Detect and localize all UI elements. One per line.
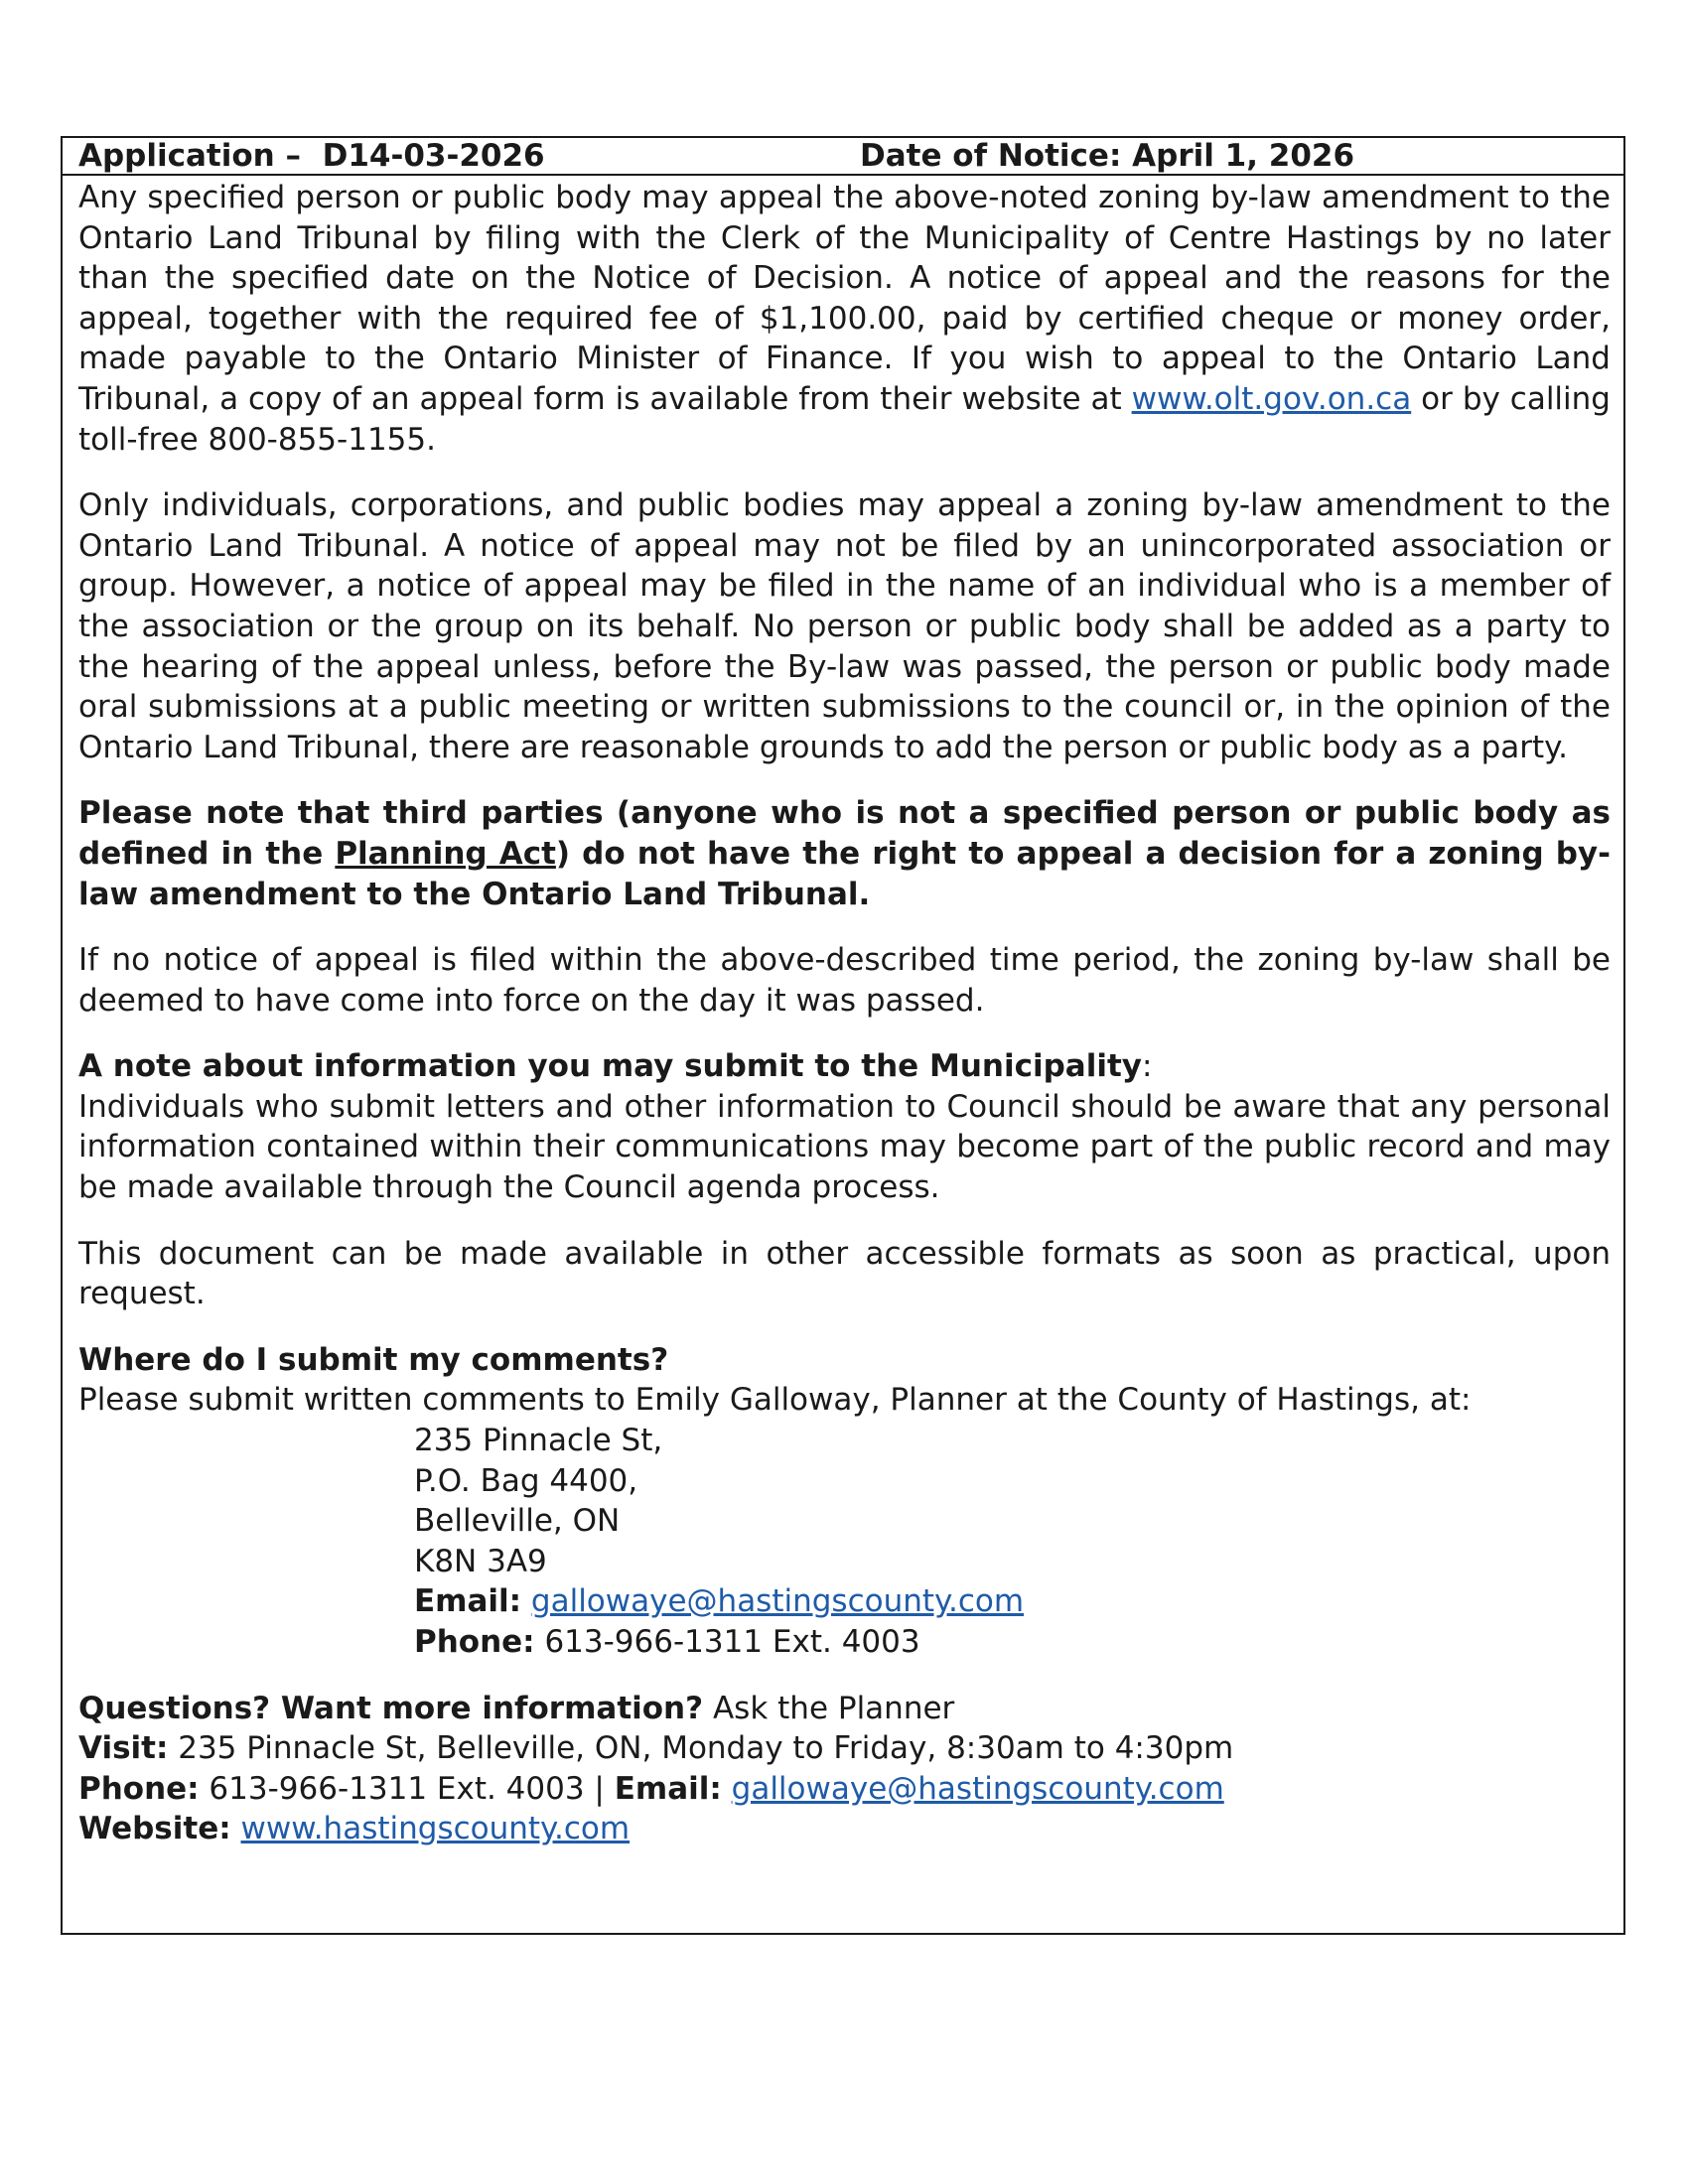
phone-label: Phone: (414, 1624, 535, 1660)
no-appeal-paragraph: If no notice of appeal is filed within the above-described time period, the zoning by-law shall be deemed to have come into force on the day it was passed. (78, 942, 1611, 1019)
application-number: Application – D14-03-2026 (78, 138, 545, 174)
questions-section (78, 1689, 1611, 1849)
notice-header-row (63, 138, 1623, 176)
address-street: 235 Pinnacle St, (414, 1423, 663, 1459)
visit-label: Visit: (78, 1730, 169, 1767)
visit-text: 235 Pinnacle St, Belleville, ON, Monday to Friday, 8:30am to 4:30pm (168, 1730, 1234, 1767)
planner-phone: 613-966-1311 Ext. 4003 (544, 1624, 920, 1660)
address-po-bag: P.O. Bag 4400, (414, 1462, 638, 1499)
third-party-notice (78, 793, 1611, 914)
questions-title-suffix: Ask the Planner (703, 1690, 955, 1726)
questions-title: Questions? Want more information? (78, 1690, 704, 1726)
submit-comments-section (78, 1340, 1611, 1421)
address-phone-row (414, 1622, 1611, 1663)
contact-phone-text: 613-966-1311 Ext. 4003 | (199, 1770, 615, 1807)
information-note (78, 1046, 1611, 1207)
planner-email-link[interactable]: gallowaye@hastingscounty.com (530, 1583, 1025, 1620)
appeal-text-tail: or by calling toll-free 800-855-1155. (78, 380, 1611, 458)
contact-row (78, 1769, 1611, 1810)
planning-act-name: Planning Act (335, 835, 556, 872)
information-note-body: Individuals who submit letters and other information to Council should be aware that any personal information contained within their communications may become part of the public record and may be made available through the Council agenda process. (78, 1088, 1611, 1206)
address-postal-code: K8N 3A9 (414, 1543, 547, 1579)
submit-comments-intro: Please submit written comments to Emily Galloway, Planner at the County of Hastings, at: (78, 1382, 1472, 1419)
submit-comments-title: Where do I submit my comments? (78, 1341, 669, 1378)
mailing-address (414, 1421, 1611, 1663)
address-email-row (414, 1581, 1611, 1622)
website-label: Website: (78, 1811, 231, 1847)
information-note-title: A note about information you may submit to the Municipality (78, 1048, 1142, 1085)
third-party-text: Please note that third parties (anyone who is not a specified person or public body as defined in the (78, 795, 1611, 872)
notice-frame (61, 136, 1625, 1935)
appeal-paragraph (78, 178, 1611, 460)
contact-phone-label: Phone: (78, 1770, 200, 1807)
notice-body (78, 178, 1611, 1875)
olt-website-link[interactable]: www.olt.gov.on.ca (1131, 380, 1412, 417)
visit-row (78, 1728, 1611, 1769)
contact-email-label: Email: (614, 1770, 722, 1807)
appeal-text: Any specified person or public body may appeal the above-noted zoning by-law amendment to the Ontario Land Tribunal by filing with the Clerk of the Municipality of Centre Hastings by no later than the specified date on the Notice of Decision. A notice of appeal and the reasons for the appeal, together with the required fee of $1,100.00, paid by certified cheque or money order, made payable to the Ontario Minister of Finance. If you wish to appeal to the Ontario Land Tribunal, a copy of an appeal form is available from their website at (78, 180, 1611, 417)
eligibility-paragraph: Only individuals, corporations, and public bodies may appeal a zoning by-law amendment to the Ontario Land Tribunal. A notice of appeal may not be filed by an unincorporated association or group. However, a notice of appeal may be filed in the name of an individual who is a member of the association or the group on its behalf. No person or public body shall be added as a party to the hearing of the appeal unless, before the By-law was passed, the person or public body made oral submissions at a public meeting or written submissions to the council or, in the opinion of the Ontario Land Tribunal, there are reasonable grounds to add the person or public body as a party. (78, 487, 1611, 765)
information-note-colon: : (1141, 1048, 1153, 1085)
email-label: Email: (414, 1583, 522, 1620)
address-city: Belleville, ON (414, 1503, 621, 1540)
third-party-text-tail: ) do not have the right to appeal a decision for a zoning by-law amendment to the Ontario Land Tribunal. (78, 835, 1611, 912)
notice-date: Date of Notice: April 1, 2026 (860, 138, 1355, 174)
county-website-link[interactable]: www.hastingscounty.com (240, 1811, 631, 1847)
accessibility-paragraph: This document can be made available in other accessible formats as soon as practical, upon request. (78, 1235, 1611, 1312)
questions-heading-row (78, 1689, 1611, 1729)
contact-email-link[interactable]: gallowaye@hastingscounty.com (731, 1770, 1224, 1807)
website-row (78, 1809, 1611, 1849)
